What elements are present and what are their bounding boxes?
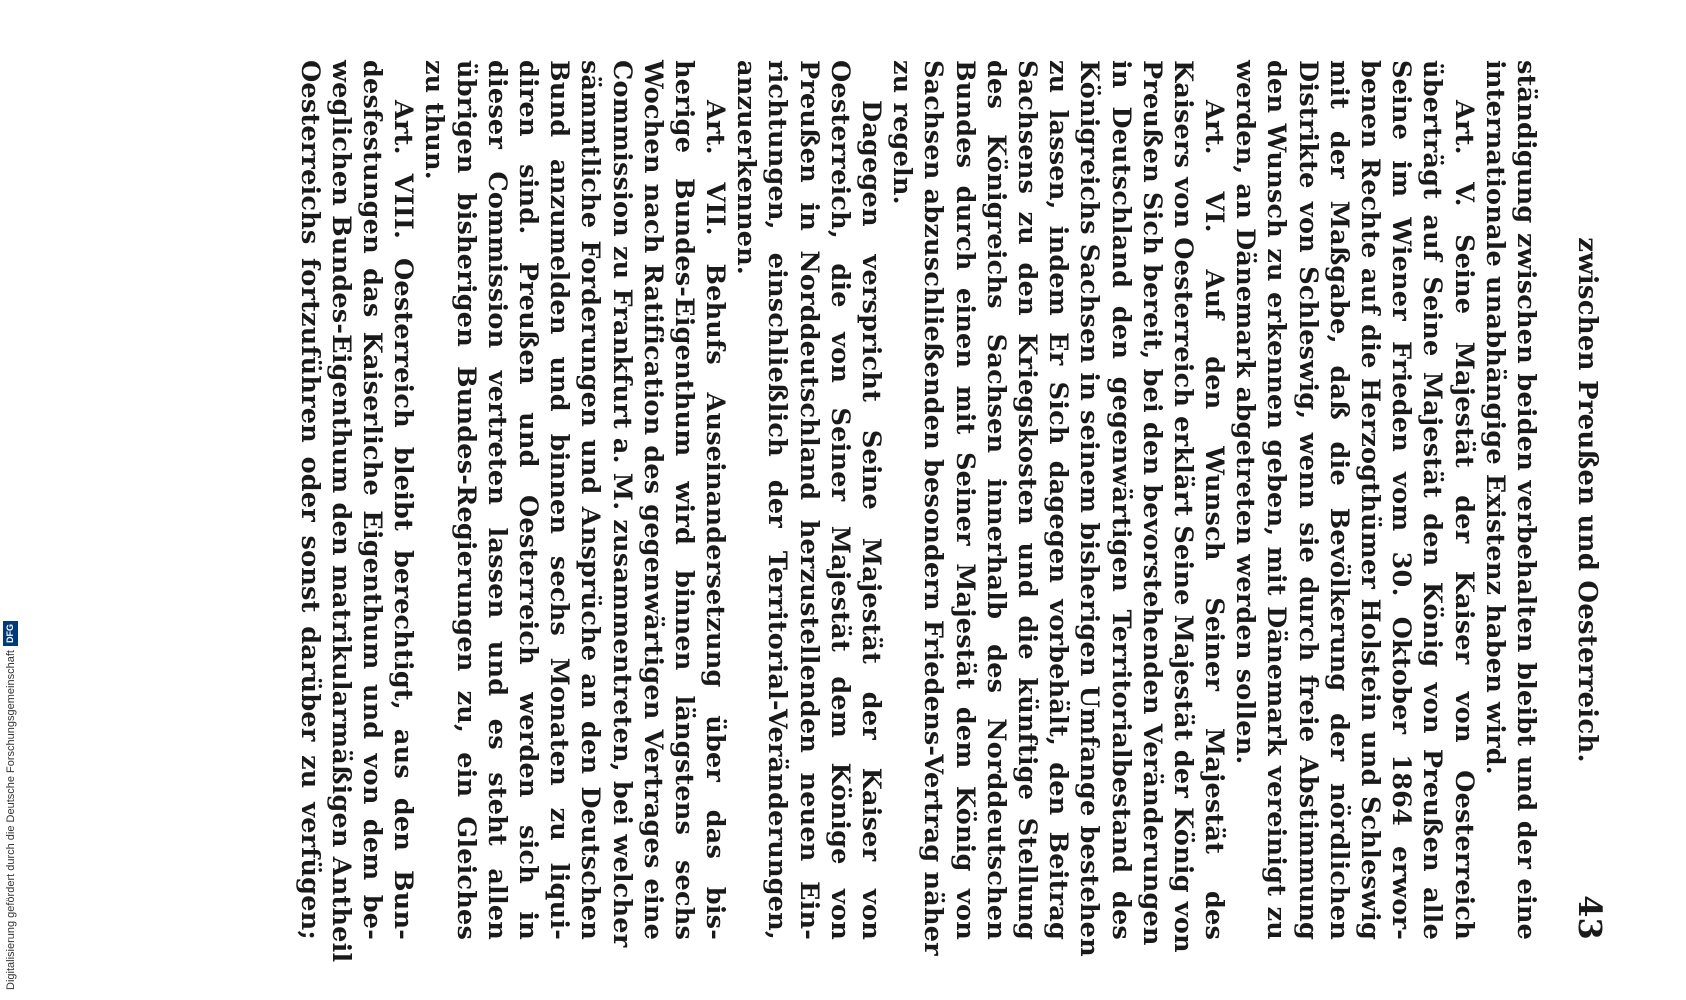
text-line: weglichen Bundes-Eigenthum den matrikularmäßigen Antheil [325,60,356,963]
text-line: in Deutschland den gegenwärtigen Territorialbestand des [1105,60,1136,940]
text-line: Art. V. Seine Majestät der Kaiser von Oesterreich [1448,100,1479,940]
digitization-footer [0,0,24,1000]
text-line: zu regeln. [887,60,918,205]
text-line: Kaisers von Oesterreich erklärt Seine Majestät der König von [1167,60,1198,953]
text-line: anzuerkennen. [731,60,762,275]
text-line: herige Bundes-Eigenthum wird binnen längstens sechs [668,60,699,940]
page-number: 43 [1571,895,1609,940]
dfg-logo: DFG [3,621,18,646]
page-header [1541,60,1609,940]
body-text [294,60,1542,963]
text-line: überträgt auf Seine Majestät den König von Preußen alle [1417,60,1448,940]
text-line: benen Rechte auf die Herzogthümer Holstein und Schleswig [1355,60,1386,940]
text-line: des Königreichs Sachsen innerhalb des Norddeutschen [980,60,1011,940]
footer-text: Digitalisierung gefördert durch die Deutsche Forschungsgemeinschaft [4,650,17,990]
page-text-block [185,60,1609,963]
text-line: Preußen Sich bereit, bei den bevorstehenden Veränderungen [1136,60,1167,946]
text-line: dieser Commission vertreten lassen und es steht allen [481,60,512,940]
text-line: Oesterreich, die von Seiner Majestät dem Könige von [824,60,855,940]
text-line: Bundes durch einen mit Seiner Majestät dem König von [949,60,980,940]
text-line: zu thun. [419,60,450,180]
text-line: mit der Maßgabe, daß die Bevölkerung der nördlichen [1323,60,1354,940]
text-line: zu lassen, indem Er Sich dagegen vorbehält, den Beitrag [1043,60,1074,940]
text-line: Art. VII. Behufs Auseinandersetzung über das bis- [700,100,731,940]
text-line: diren sind. Preußen und Oesterreich werden sich in [513,60,543,940]
text-line: sämmtliche Forderungen und Ansprüche an den Deutschen [575,60,606,940]
text-line: übrigen bisherigen Bundes-Regierungen zu, ein Gleiches [450,60,481,940]
text-line: Oesterreichs fortzuführen oder sonst darüber zu verfügen; [294,60,325,940]
text-line: Preußen in Norddeutschland herzustellenden neuen Ein- [793,60,824,940]
text-line: richtungen, einschließlich der Territorial-Veränderungen, [762,60,793,940]
text-line: ständigung zwischen beiden verbehalten bleibt und der eine [1511,60,1541,940]
text-line: Königreichs Sachsen in seinem bisherigen Umfange bestehen [1074,60,1105,957]
text-line: Sachsens zu den Kriegskosten und die künftige Stellung [1012,60,1042,940]
text-line: werden, an Dänemark abgetreten werden sollen. [1230,60,1261,765]
text-line: Sachsen abzuschließenden besondern Friedens-Vertrag näher [918,60,949,956]
running-head: zwischen Preußen und Oesterreich. [1572,237,1602,763]
text-line: Commission zu Frankfurt a. M. zusammentreten, bei welcher [606,60,637,948]
text-line: den Wunsch zu erkennen geben, mit Dänemark vereinigt zu [1261,60,1292,940]
text-line: desfestungen das Kaiserliche Eigenthum und von dem be- [357,60,388,940]
text-line: Wochen nach Ratification des gegenwärtigen Vertrages eine [637,60,668,940]
text-line: Dagegen verspricht Seine Majestät der Kaiser von [856,100,887,940]
text-line: Art. VI. Auf den Wunsch Seiner Majestät des [1199,100,1230,940]
text-line: Bund anzumelden und binnen sechs Monaten zu liqui- [544,60,575,940]
text-line: Art. VIII. Oesterreich bleibt berechtigt, aus den Bun- [388,100,419,940]
text-line: Seine im Wiener Frieden vom 30. Oktober 1864 erwor- [1386,60,1417,940]
text-line: Distrikte von Schleswig, wenn sie durch freie Abstimmung [1292,60,1323,940]
text-line: internationale unabhängige Existenz haben wird. [1479,60,1510,775]
